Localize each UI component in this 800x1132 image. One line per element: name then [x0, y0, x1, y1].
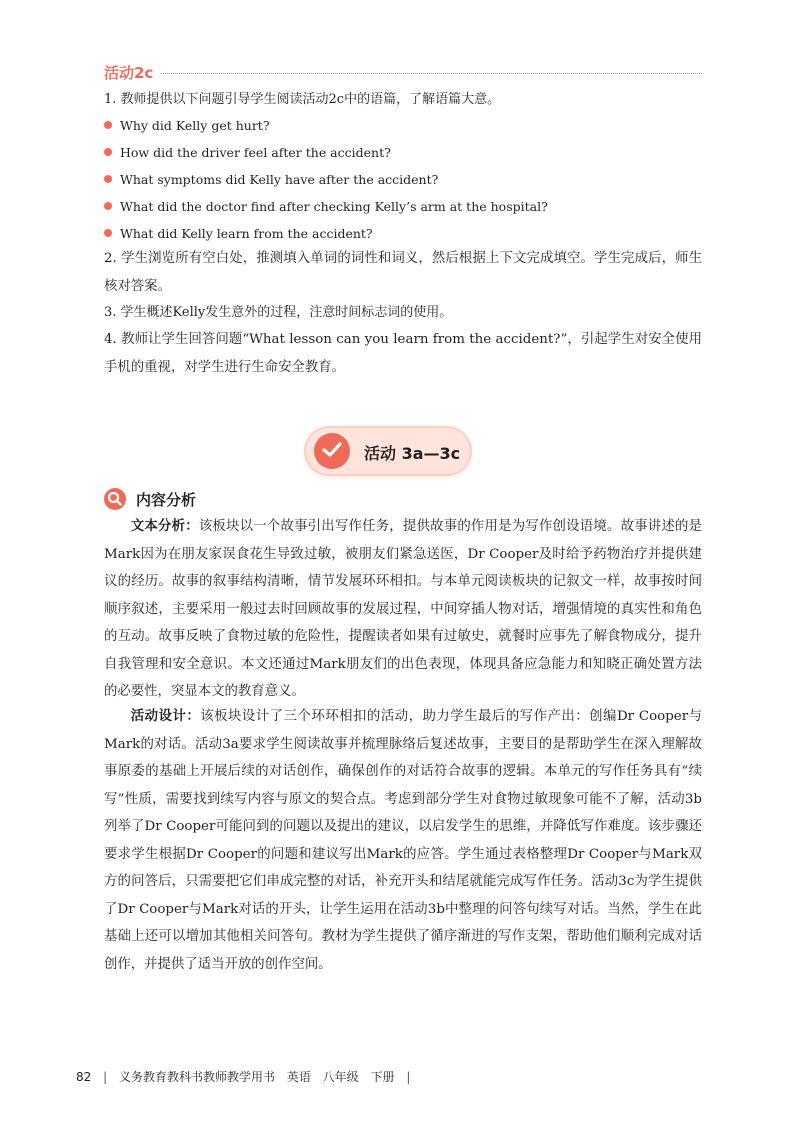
bullet-dot-icon	[104, 229, 112, 237]
dotted-divider	[161, 73, 702, 74]
question-item: What did the doctor find after checking Kelly’s arm at the hospital?	[104, 197, 548, 217]
step-3: 3. 学生概述Kelly发生意外的过程，注意时间标志词的使用。	[104, 305, 453, 320]
activity-3-title: 活动 3a—3c	[364, 444, 461, 463]
question-item: How did the driver feel after the accident?	[104, 143, 391, 163]
activity-design-body: 该板块设计了三个环环相扣的活动，助力学生最后的写作产出：创编Dr Cooper与Mark的对话。活动3a要求学生阅读故事并梳理脉络后复述故事，主要目的是帮助学生在深入理解故事原委的基础上开展后续的对话创作，确保创作的对话符合故事的逻辑。本单元的写作任务具有“续写”性质，需要找到续写内容与原文的契合点。考虑到部分学生对食物过敏现象可能不了解，活动3b列举了Dr Cooper可能问到的问题以及提出的建议，以启发学生的思维，并降低写作难度。该步骤还要求学生根据Dr Cooper的问题和建议写出Mark的应答。学生通过表格整理Dr Cooper与Mark双方的问答后，只需要把它们串成完整的对话，补充开头和结尾就能完成写作任务。活动3c为学生提供了Dr Cooper与Mark对话的开头，让学生运用在活动3b中整理的问答句续写对话。当然，学生在此基础上还可以增加其他相关问答句。教材为学生提供了循序渐进的写作支架，帮助他们顺利完成对话创作，并提供了适当开放的创作空间。	[104, 709, 702, 972]
magnifier-icon	[104, 488, 126, 510]
bullet-dot-icon	[104, 148, 112, 156]
grade: 八年级	[322, 1070, 359, 1084]
bullet-dot-icon	[104, 121, 112, 129]
content-analysis-title: 内容分析	[136, 490, 197, 509]
question-item: What symptoms did Kelly have after the accident?	[104, 170, 438, 190]
activity-design-paragraph	[104, 703, 702, 978]
step-1: 1. 教师提供以下问题引导学生阅读活动2c中的语篇，了解语篇大意。	[104, 92, 501, 107]
question-item: Why did Kelly get hurt?	[104, 116, 270, 136]
activity-design-lead: 活动设计：	[130, 708, 201, 724]
footer-separator: |	[406, 1070, 411, 1084]
page-footer	[76, 1068, 418, 1085]
question-item: What did Kelly learn from the accident?	[104, 224, 373, 244]
step-4: 4. 教师让学生回答问题“What lesson can you learn from the accident?”，引起学生对安全使用手机的重视，对学生进行生命安全教育。	[104, 332, 702, 375]
footer-separator: |	[103, 1070, 108, 1084]
text-analysis-body: 该板块以一个故事引出写作任务，提供故事的作用是为写作创设语境。故事讲述的是Mark因为在朋友家误食花生导致过敏，被朋友们紧急送医，Dr Cooper及时给予药物治疗并提供建议的经历。故事的叙事结构清晰，情节发展环环相扣。与本单元阅读板块的记叙文一样，故事按时间顺序叙述，主要采用一般过去时回顾故事的发展过程，中间穿插人物对话，增强情境的真实性和角色的互动。故事反映了食物过敏的危险性，提醒读者如果有过敏史，就餐时应事先了解食物成分，提升自我管理和安全意识。本文还通过Mark朋友们的出色表现，体现具备应急能力和知晓正确处置方法的必要性，突显本文的教育意义。	[104, 519, 703, 699]
activity-2c-header	[104, 60, 702, 84]
activity-3-badge	[304, 426, 472, 476]
bullet-dot-icon	[104, 175, 112, 183]
text-analysis-lead: 文本分析：	[130, 518, 199, 534]
activity-2c-title: 活动2c	[104, 63, 154, 82]
page-number: 82	[76, 1070, 92, 1084]
content-analysis-header	[104, 488, 196, 510]
text-analysis-paragraph	[104, 513, 702, 706]
subject: 英语	[286, 1070, 311, 1084]
bullet-dot-icon	[104, 202, 112, 210]
volume: 下册	[370, 1070, 395, 1084]
check-circle-icon	[314, 433, 350, 469]
step-2: 2. 学生浏览所有空白处，推测填入单词的词性和词义，然后根据上下文完成填空。学生完成后，师生核对答案。	[104, 251, 702, 294]
book-title: 义务教育教科书教师教学用书	[118, 1070, 275, 1084]
